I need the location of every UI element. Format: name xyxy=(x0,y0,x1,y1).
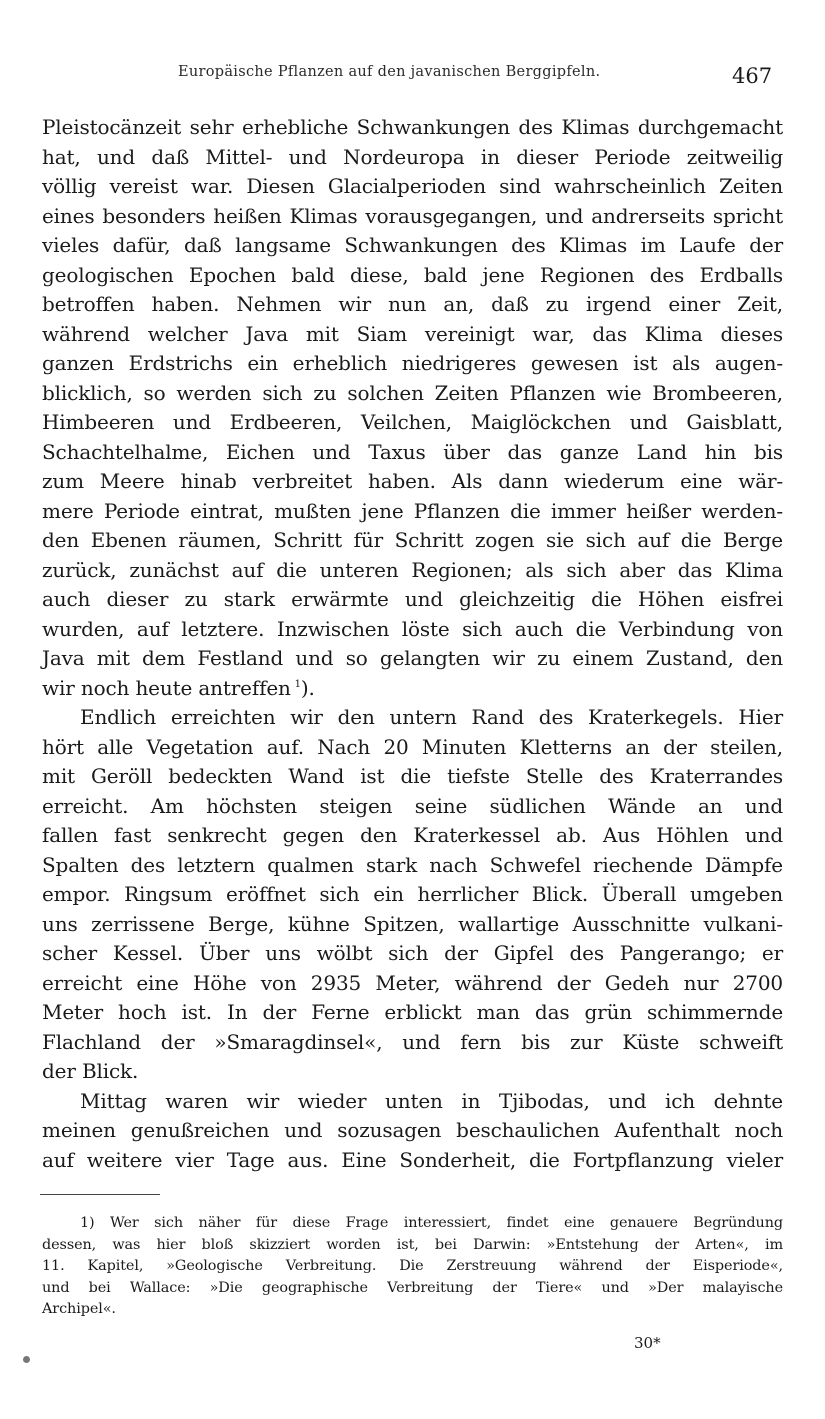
text-line: ganzen Erdstrichs ein erheblich niedrigeres gewesen ist als augen- xyxy=(42,351,783,375)
footnote-line: Archipel«. xyxy=(42,1301,116,1317)
text-line: völlig vereist war. Diesen Glacialperioden sind wahrscheinlich Zeiten xyxy=(42,174,783,198)
footnote-line: und bei Wallace: »Die geographische Verbreitung der Tiere« und »Der malayische xyxy=(42,1279,783,1296)
footnote-line: dessen, was hier bloß skizziert worden ist, bei Darwin: »Entstehung der Arten«, im xyxy=(42,1236,783,1253)
paragraph-2 xyxy=(42,703,783,1087)
text-line: hört alle Vegetation auf. Nach 20 Minuten Kletterns an der steilen, xyxy=(42,734,783,759)
text-line: den Ebenen räumen, Schritt für Schritt zogen sie sich auf die Berge xyxy=(42,528,783,552)
text-line: zurück, zunächst auf die unteren Regionen; als sich aber das Klima xyxy=(42,557,783,582)
text-line: während welcher Java mit Siam vereinigt war, das Klima dieses xyxy=(42,321,783,346)
text-line: betroffen haben. Nehmen wir nun an, daß zu irgend einer Zeit, xyxy=(42,292,783,316)
running-head: Europäische Pflanzen auf den javanischen Berggipfeln. xyxy=(178,64,601,80)
footnote-line: 1) Wer sich näher für diese Frage interessiert, findet eine genauere Begründung xyxy=(80,1215,783,1231)
footnote xyxy=(42,1213,783,1321)
text-line: Java mit dem Festland und so gelangten wir zu einem Zustand, den xyxy=(42,646,783,670)
body-text xyxy=(42,113,783,1175)
text-line: Pleistocänzeit sehr erhebliche Schwankungen des Klimas durchgemacht xyxy=(42,115,783,139)
text-line: Flachland der »Smaragdinsel«, und fern bis zur Küste schweift xyxy=(42,1029,783,1054)
text-line: der Blick. xyxy=(42,1059,139,1083)
text-line: Spalten des letztern qualmen stark nach Schwefel riechende Dämpfe xyxy=(42,852,783,877)
text-line: empor. Ringsum eröffnet sich ein herrlicher Blick. Überall umgeben xyxy=(42,882,783,906)
text-line: mere Periode eintrat, mußten jene Pflanzen die immer heißer werden- xyxy=(42,498,783,523)
text-line: fallen fast senkrecht gegen den Kraterkessel ab. Aus Höhlen und xyxy=(42,823,783,847)
text-line: auch dieser zu stark erwärmte und gleichzeitig die Höhen eisfrei xyxy=(42,587,783,611)
text-line: zum Meere hinab verbreitet haben. Als dann wiederum eine wär- xyxy=(42,469,783,493)
text-fragment: wir noch heute antreffen xyxy=(42,675,291,700)
paragraph-3 xyxy=(42,1087,783,1176)
text-line xyxy=(42,674,783,704)
ink-spot xyxy=(23,1356,30,1363)
footnote-reference: 1 xyxy=(294,678,301,690)
paragraph-1 xyxy=(42,113,783,703)
signature-mark: 30* xyxy=(634,1334,661,1352)
footnote-line: 11. Kapitel, »Geologische Verbreitung. Die Zerstreuung während der Eisperiode«, xyxy=(42,1258,783,1274)
text-line: Meter hoch ist. In der Ferne erblickt man das grün schimmernde xyxy=(42,1000,783,1024)
text-line: hat, und daß Mittel- und Nordeuropa in dieser Periode zeitweilig xyxy=(42,144,783,169)
text-line: Schachtelhalme, Eichen und Taxus über das ganze Land hin bis xyxy=(42,439,783,464)
text-line: mit Geröll bedeckten Wand ist die tiefste Stelle des Kraterrandes xyxy=(42,764,783,788)
page-number: 467 xyxy=(732,64,773,88)
text-line: uns zerrissene Berge, kühne Spitzen, wallartige Ausschnitte vulkani- xyxy=(42,911,783,936)
text-fragment: ). xyxy=(300,675,315,700)
text-line: auf weitere vier Tage aus. Eine Sonderheit, die Fortpflanzung vieler xyxy=(42,1147,783,1172)
text-line: wurden, auf letztere. Inzwischen löste sich auch die Verbindung von xyxy=(42,616,783,641)
text-line: blicklich, so werden sich zu solchen Zeiten Pflanzen wie Brombeeren, xyxy=(42,380,783,405)
text-line: Endlich erreichten wir den untern Rand des Kraterkegels. Hier xyxy=(80,705,783,729)
text-line: eines besonders heißen Klimas vorausgegangen, und andrerseits spricht xyxy=(42,203,783,228)
text-line: meinen genußreichen und sozusagen beschaulichen Aufenthalt noch xyxy=(42,1118,783,1142)
text-line: scher Kessel. Über uns wölbt sich der Gipfel des Pangerango; er xyxy=(42,941,783,965)
text-line: Mittag waren wir wieder unten in Tjibodas, und ich dehnte xyxy=(80,1088,783,1113)
footnote-divider xyxy=(40,1194,160,1195)
text-line: erreicht eine Höhe von 2935 Meter, während der Gedeh nur 2700 xyxy=(42,970,783,995)
text-line: erreicht. Am höchsten steigen seine südlichen Wände an und xyxy=(42,793,783,818)
text-line: Himbeeren und Erdbeeren, Veilchen, Maiglöckchen und Gaisblatt, xyxy=(42,410,783,434)
text-line: geologischen Epochen bald diese, bald jene Regionen des Erdballs xyxy=(42,262,783,287)
text-line: vieles dafür, daß langsame Schwankungen des Klimas im Laufe der xyxy=(42,233,783,257)
